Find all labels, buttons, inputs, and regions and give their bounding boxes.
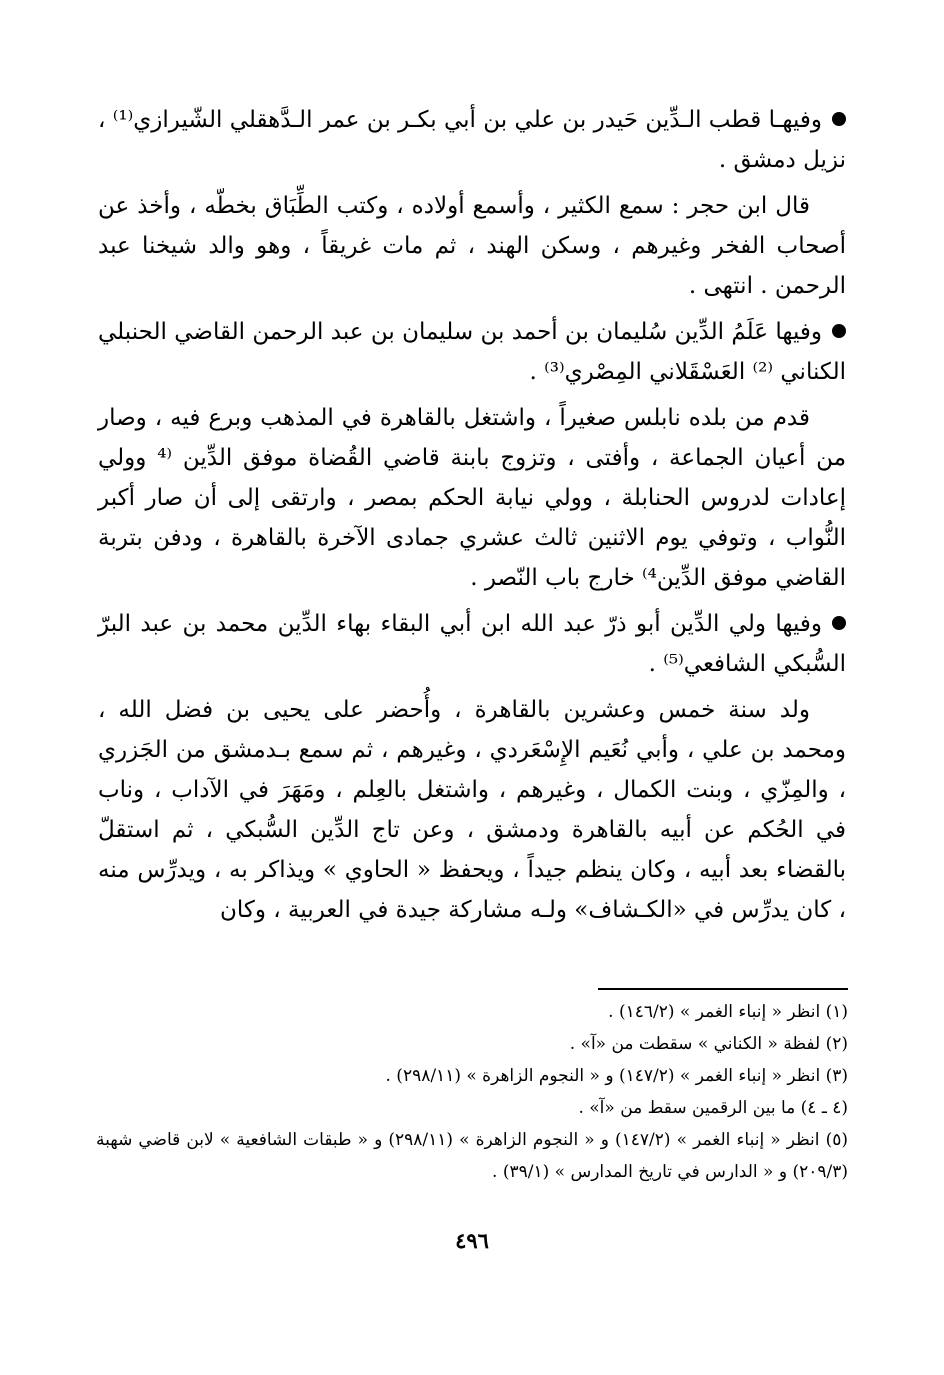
bullet-icon (832, 324, 846, 338)
footnote-3: (٣) انظر « إنباء الغمر » (١٤٧/٢) و « النجوم الزاهرة » (٢٩٨/١١) . (385, 1066, 848, 1086)
footnote-5: (٥) انظر « إنباء الغمر » (١٤٧/٢) و « النجوم الزاهرة » (٢٩٨/١١) و « طبقات الشافعية » لابن قاضي شهبة (٢٠٩/٣) و « الدارس في تاريخ المدارس » (٣٩/١) . (96, 1130, 848, 1182)
main-text (98, 100, 846, 930)
page-number: ٤٩٦ (455, 1228, 489, 1253)
entry-sulayman-al-asqalani (98, 312, 846, 392)
biography-paragraph: ولد سنة خمس وعشرين بالقاهرة ، وأُحضر على يحيى بن فضل الله ، ومحمد بن علي ، وأبي نُعَيم الإِسْعَردي ، وغيرهم ، ثم سمع بـدمشق من الجَزري ، والمِزّي ، وبنت الكمال ، وغيرهم ، واشتغل بالعِلم ، ومَهَرَ في الآداب ، وناب في الحُكم عن أبيه بالقاهرة ودمشق ، وعن تاج الدِّين السُّبكي ، ثم استقلّ بالقضاء بعد أبيه ، وكان ينظم جيداً ، ويحفظ « الحاوي » ويذاكر به ، ويدرِّس منه ، كان يدرِّس في «الكـشاف» ولـه مشاركة جيدة في العربية ، وكان (98, 697, 847, 923)
biography-paragraph: قال ابن حجر : سمع الكثير ، وأسمع أولاده ، وكتب الطِّبَاق بخطّه ، وأخذ عن أصحاب الفخر وغيرهم ، وسكن الهند ، ثم مات غريقاً ، وهو والد شيخنا عبد الرحمن . انتهى . (98, 193, 846, 299)
footnotes (96, 996, 848, 1188)
footnote-1: (١) انظر « إنباء الغمر » (١٤٦/٢) . (608, 1002, 848, 1022)
footnote-2: (٢) لفظة « الكناني » سقطت من «آ» . (569, 1034, 848, 1054)
bullet-icon (832, 112, 846, 126)
footnote-divider (598, 988, 848, 990)
entry-text: وفيها ولي الدِّين أبو ذرّ عبد الله ابن أبي البقاء بهاء الدِّين محمد بن عبد البرّ السُّبكي الشافعي⁽⁵⁾ . (98, 611, 846, 677)
biography-paragraph: قدم من بلده نابلس صغيراً ، واشتغل بالقاهرة في المذهب وبرع فيه ، وصار من أعيان الجماعة ، وأفتى ، وتزوج بابنة قاضي القُضاة موفق الدِّين ⁽⁴ وولي إعادات لدروس الحنابلة ، وولي نيابة الحكم بمصر ، وارتقى إلى أن صار أكبر النُّواب ، وتوفي يوم الاثنين ثالث عشري جمادى الآخرة بالقاهرة ، ودفن بتربة القاضي موفق الدِّين⁴⁾ خارج باب النّصر . (98, 405, 847, 591)
entry-text: وفيهـا قطب الـدِّين حَيدر بن علي بن أبي بكـر بن عمر الـدَّهقلي الشّيرازي⁽¹⁾ ، نزيل دمشق . (98, 107, 846, 173)
entry-abu-dharr-al-subki (98, 604, 846, 684)
footnote-4: (٤ ـ ٤) ما بين الرقمين سقط من «آ» . (578, 1098, 848, 1118)
entry-text: وفيها عَلَمُ الدِّين سُليمان بن أحمد بن سليمان بن عبد الرحمن القاضي الحنبلي الكناني ⁽²⁾ العَسْقَلاني المِصْري⁽³⁾ . (98, 319, 846, 385)
entry-haydar-al-shirazi (98, 100, 846, 180)
bullet-icon (832, 616, 846, 630)
